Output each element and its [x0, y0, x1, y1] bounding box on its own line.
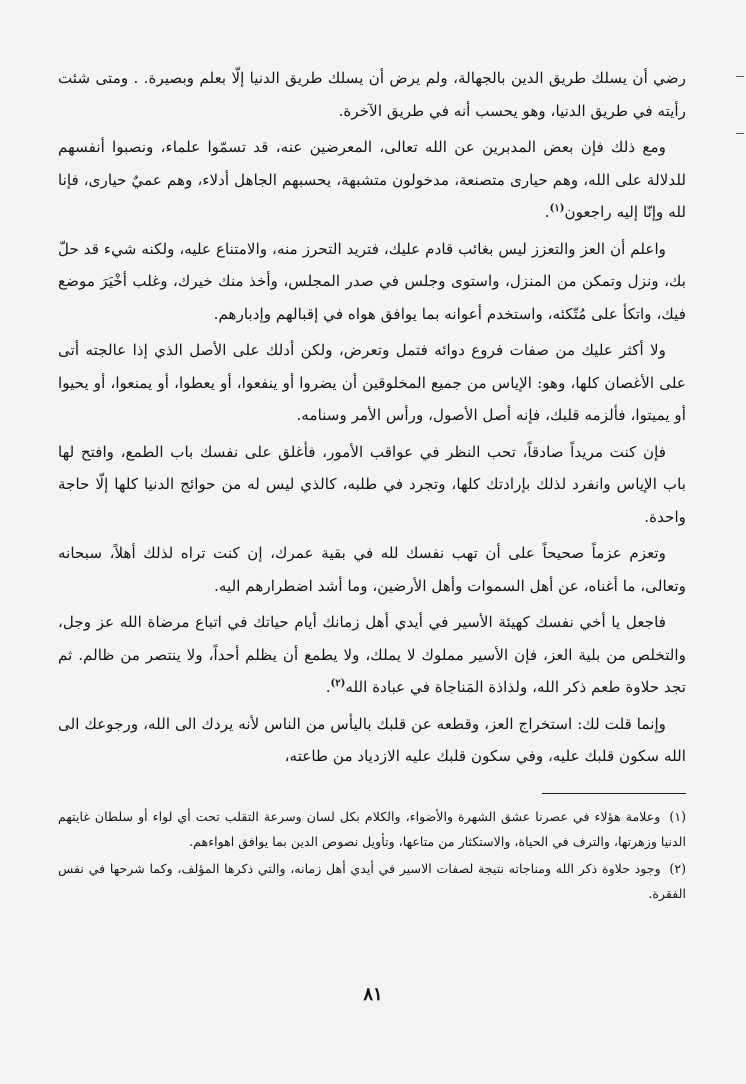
footnote-separator: [542, 793, 686, 794]
scan-edge-mark: [736, 133, 744, 134]
paragraph: رضي أن يسلك طريق الدين بالجهالة، ولم يرض أن يسلك طريق الدنيا إلّا بعلم وبصيرة. . ومتى شئت رأيته في طريق الدنيا، وهو يحسب أنه في طريق الآخرة.: [58, 69, 686, 120]
main-text: [58, 62, 686, 773]
scan-edge-mark: [736, 76, 744, 77]
footnote-reference: (٢): [330, 677, 346, 689]
paragraph: وتعزم عزماً صحيحاً على أن تهب نفسك لله في بقية عمرك، إن كنت تراه لذلك أهلاً، سبحانه وتعالى، ما أغناه، عن أهل السموات وأهل الأرضين، وما أشد اضطرارهم اليه.: [58, 544, 686, 595]
page-number: ٨١: [363, 984, 383, 1005]
footnote-reference: (١): [549, 202, 565, 214]
paragraph: ولا أكثر عليك من صفات فروع دوائه فتمل وتعرض، ولكن أدلك على الأصل الذي إذا عالجته أتى على الأغصان كلها، وهو: الإياس من جميع المخلوقين أن يضروا أو ينفعوا، أو يعطوا، أو يمنعوا، أو يحيوا أو يميتوا، فألزمه قلبك، فإنه أصل الأصول، ورأس الأمر وسنامه.: [58, 341, 686, 424]
paragraph: وإنما قلت لك: استخراج العز، وقطعه عن قلبك باليأس من الناس لأنه يردك الى الله، ورجوعك الى الله سكون قلبك عليه، وفي سكون قلبك عليه الازدياد من طاعته،: [58, 714, 686, 765]
footnote: (١) وعلامة هؤلاء في عصرنا عشق الشهرة والأضواء، والكلام بكل لسان وسرعة التقلب تحت أي لواء أو سلطان غايتهم الدنيا وزهرتها، والترف في الحياة، والاستكثار من متاعها، وتأويل نصوص الدين بما يوافق اهواءهم.: [58, 808, 686, 849]
paragraph: ومع ذلك فإن بعض المدبرين عن الله تعالى، المعرضين عنه، قد تسمّوا علماء، ونصبوا أنفسهم للدلالة على الله، وهم حيارى متصنعة، مدخولون متشبهة، يحسبهم الجاهل أدلاء، وهم عميٌ حيارى، فإنا لله وإنّا إليه راجعون$^{(١)}$.: [58, 138, 686, 221]
footnote-number: (١): [669, 808, 686, 824]
paragraph: فاجعل يا أخي نفسك كهيئة الأسير في أيدي أهل زمانك أيام حياتك في اتباع مرضاة الله عز وجل، والتخلص من بلية العز، فإن الأسير مملوك لا يملك، ولا يطمع أن يظلم أحداً، ولا ينتصر من ظالم. ثم تجد حلاوة طعم ذكر الله، ولذاذة المَناجاة في عبادة الله$^{(٢)}$.: [58, 613, 686, 696]
paragraph: فإن كنت مريداً صادقاً، تحب النظر في عواقب الأمور، فأغلق على نفسك باب الطمع، وافتح لها باب الإياس وانفرد لذلك بإرادتك كلها، وتجرد في طلبه، كالذي ليس له من حوائج الدنيا كلها إلّا حاجة واحدة.: [58, 442, 686, 526]
paragraph: واعلم أن العز والتعزز ليس بغائب قادم عليك، فتريد التحرز منه، والامتناع عليه، ولكنه شيء قد حلّ بك، ونزل وتمكن من المنزل، واستوى وجلس في صدر المجلس، وأخذ منك خيرك، وغلب أخْيَرَ موضع فيك، واتكأ على مُتّكئه، واستخدم أعوانه بما يوافق هواه في إقبالهم وإدبارهم.: [58, 239, 686, 323]
footnotes: [58, 804, 686, 906]
footnote-number: (٢): [669, 860, 686, 876]
footnote: (٢) وجود حلاوة ذكر الله ومناجاته نتيجة لصفات الاسير في أيدي أهل زمانه، والتي ذكرها المؤلف، وكما شرحها في نفس الفقرة.: [58, 860, 686, 901]
